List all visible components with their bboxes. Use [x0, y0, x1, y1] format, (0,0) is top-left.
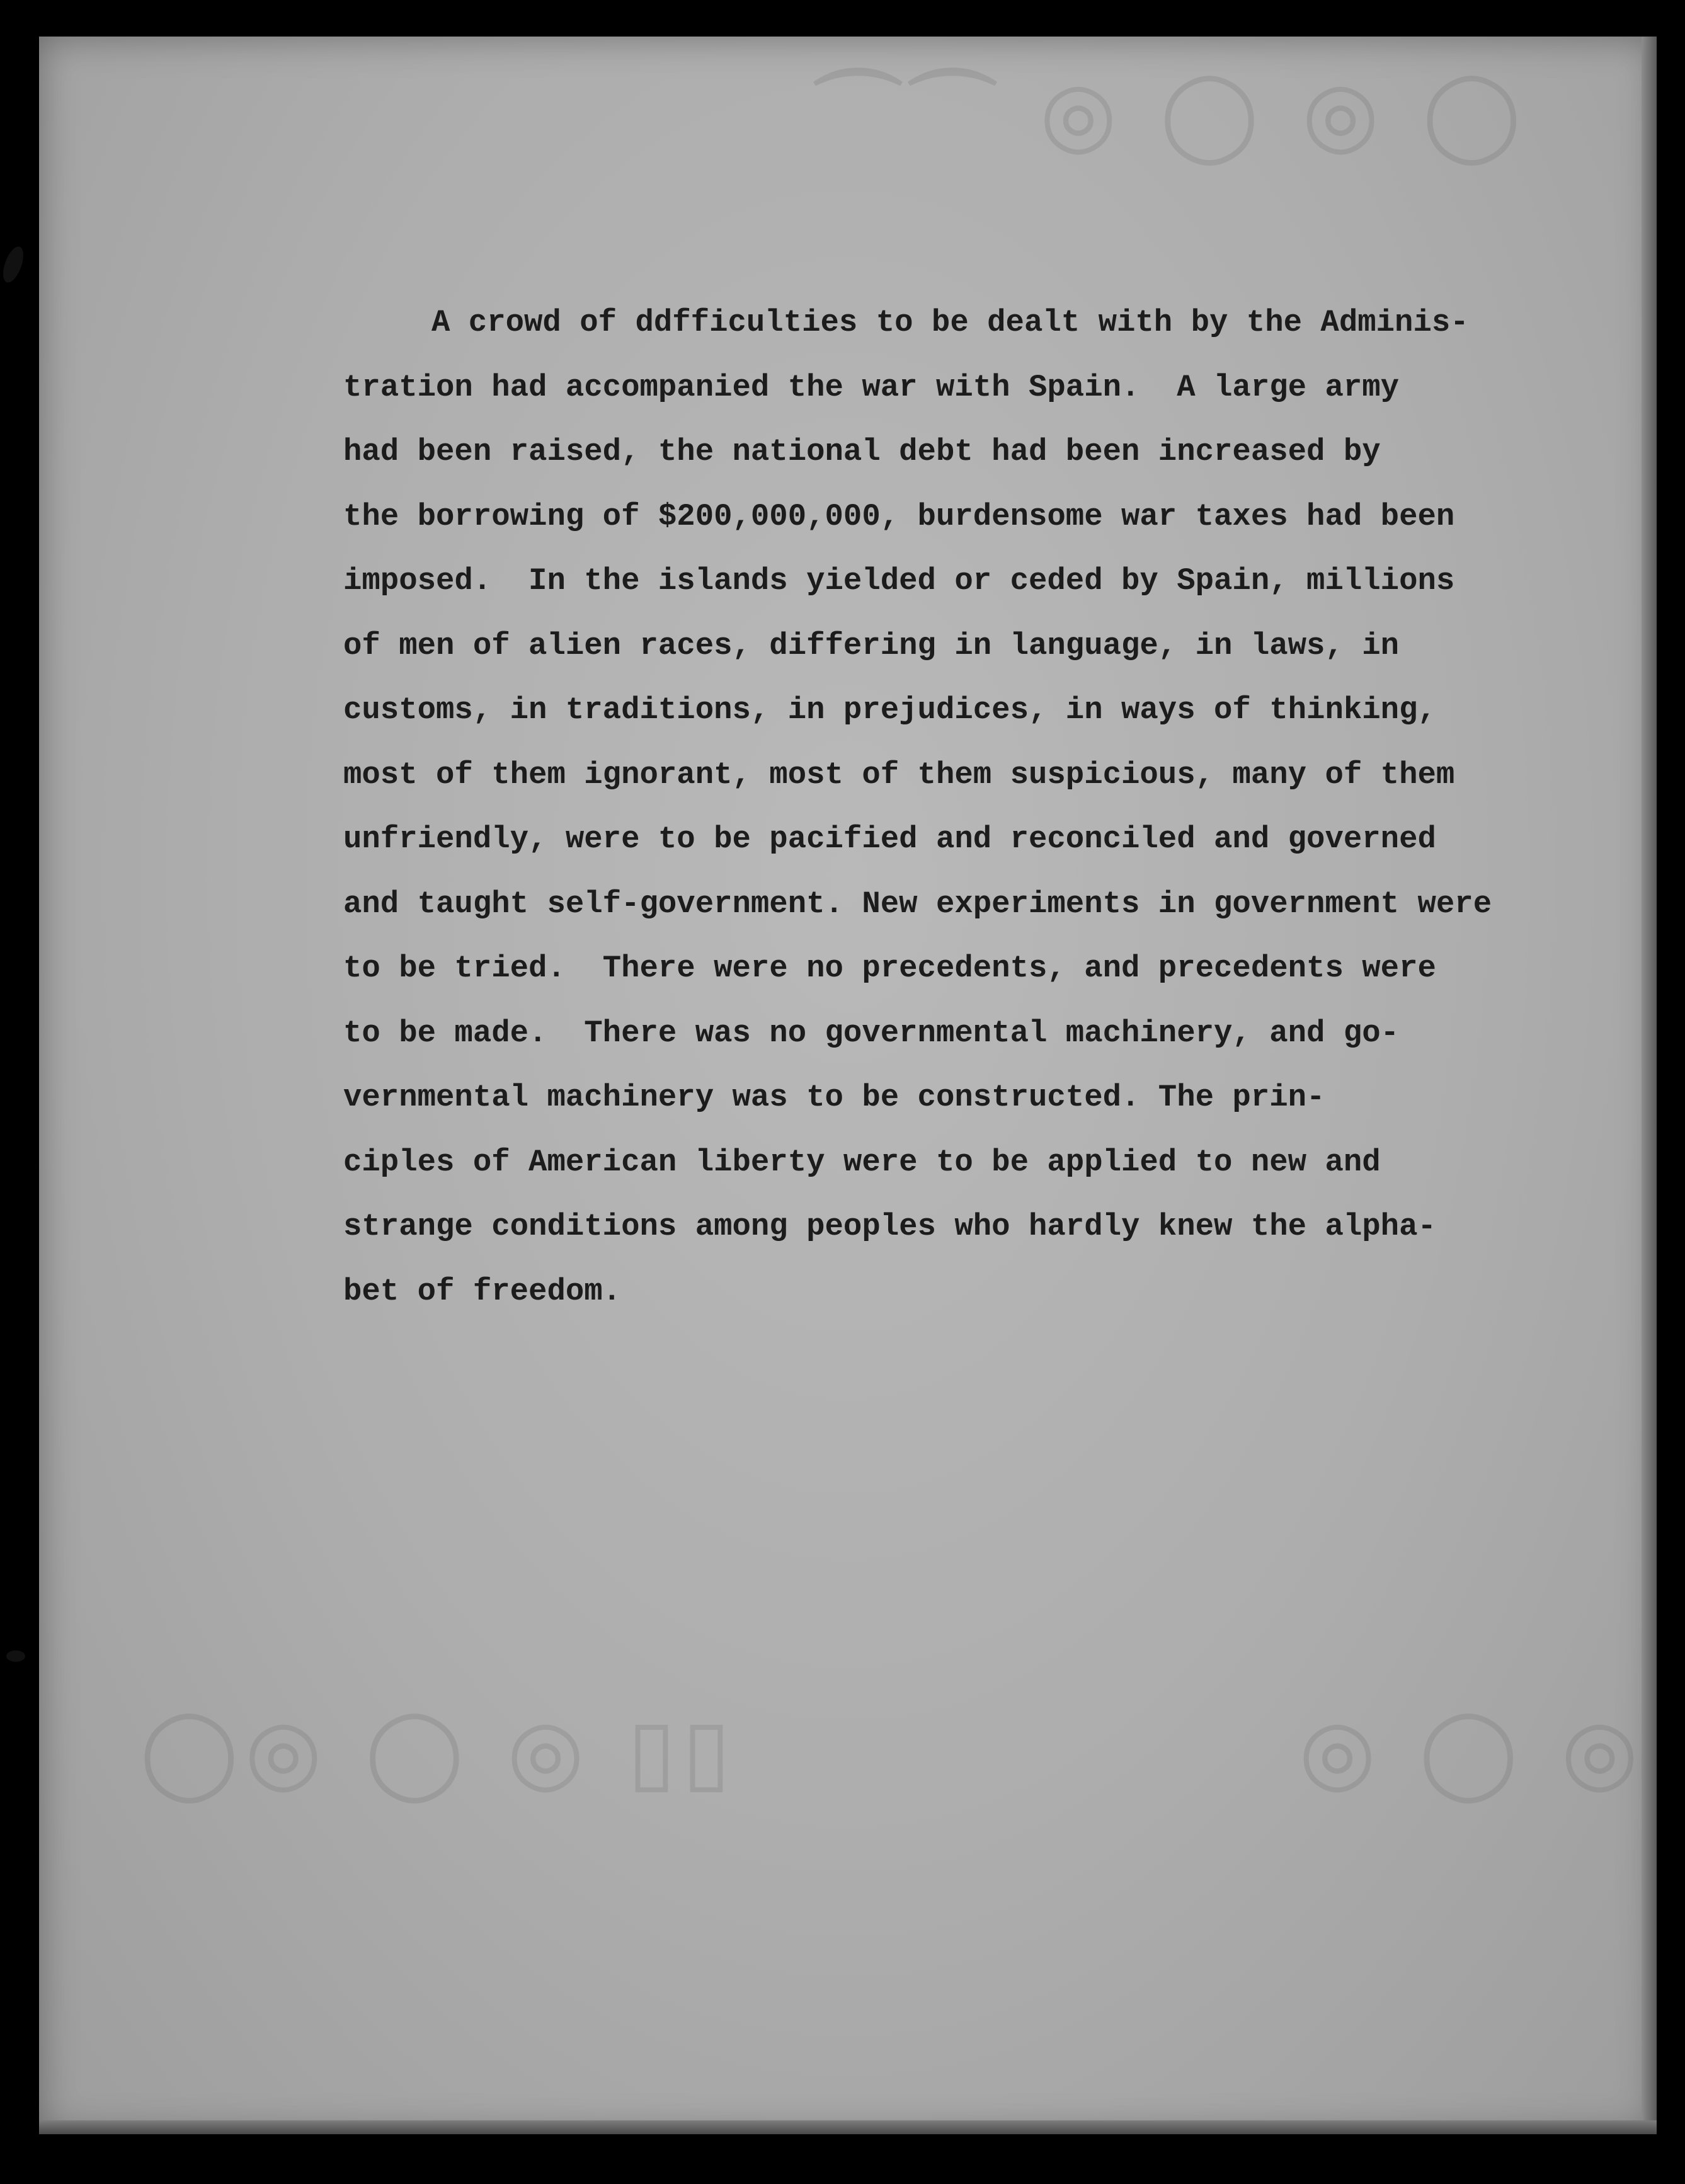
page-bottom-edge [39, 2120, 1657, 2134]
bleed-through-decoration-top: ⌒⌒ ◎ ◯ ◎ ◯ [814, 62, 1528, 165]
scan-artifact-mark [6, 1650, 25, 1662]
bleed-through-decoration-bottom: ◯◎ ◯ ◎ ▯▯ [140, 1700, 737, 1803]
scan-artifact-mark [0, 244, 27, 285]
paragraph-line: unfriendly, were to be pacified and reconciled and governed [343, 821, 1436, 857]
document-page [39, 37, 1657, 2134]
paragraph-line: most of them ignorant, most of them suspicious, many of them [343, 757, 1455, 792]
paragraph-line: ciples of American liberty were to be applied to new and [343, 1144, 1381, 1180]
paragraph-line: imposed. In the islands yielded or ceded by Spain, millions [343, 563, 1455, 598]
paragraph-line: of men of alien races, differing in language, in laws, in [343, 627, 1400, 663]
paragraph-line: had been raised, the national debt had been increased by [343, 434, 1381, 469]
paragraph-line: customs, in traditions, in prejudices, in ways of thinking, [343, 692, 1436, 728]
page-edge [1642, 37, 1657, 2134]
paragraph-line: the borrowing of $200,000,000, burdensome war taxes had been [343, 498, 1455, 534]
typed-paragraph [343, 290, 1603, 1324]
paragraph-line: vernmental machinery was to be constructed. The prin- [343, 1080, 1325, 1115]
paragraph-line: A crowd of ddfficulties to be dealt with by the Adminis- [431, 305, 1469, 340]
paragraph-line: and taught self-government. New experiments in government were [343, 886, 1492, 922]
paragraph-line: tration had accompanied the war with Spain. A large army [343, 369, 1400, 405]
paragraph-line: bet of freedom. [343, 1273, 622, 1309]
bleed-through-decoration-right: ◎ ◯ ◎ [1299, 1700, 1645, 1803]
paragraph-line: to be made. There was no governmental machinery, and go- [343, 1015, 1400, 1051]
paragraph-line: strange conditions among peoples who hardly knew the alpha- [343, 1209, 1436, 1244]
paragraph-line: to be tried. There were no precedents, and precedents were [343, 951, 1436, 986]
